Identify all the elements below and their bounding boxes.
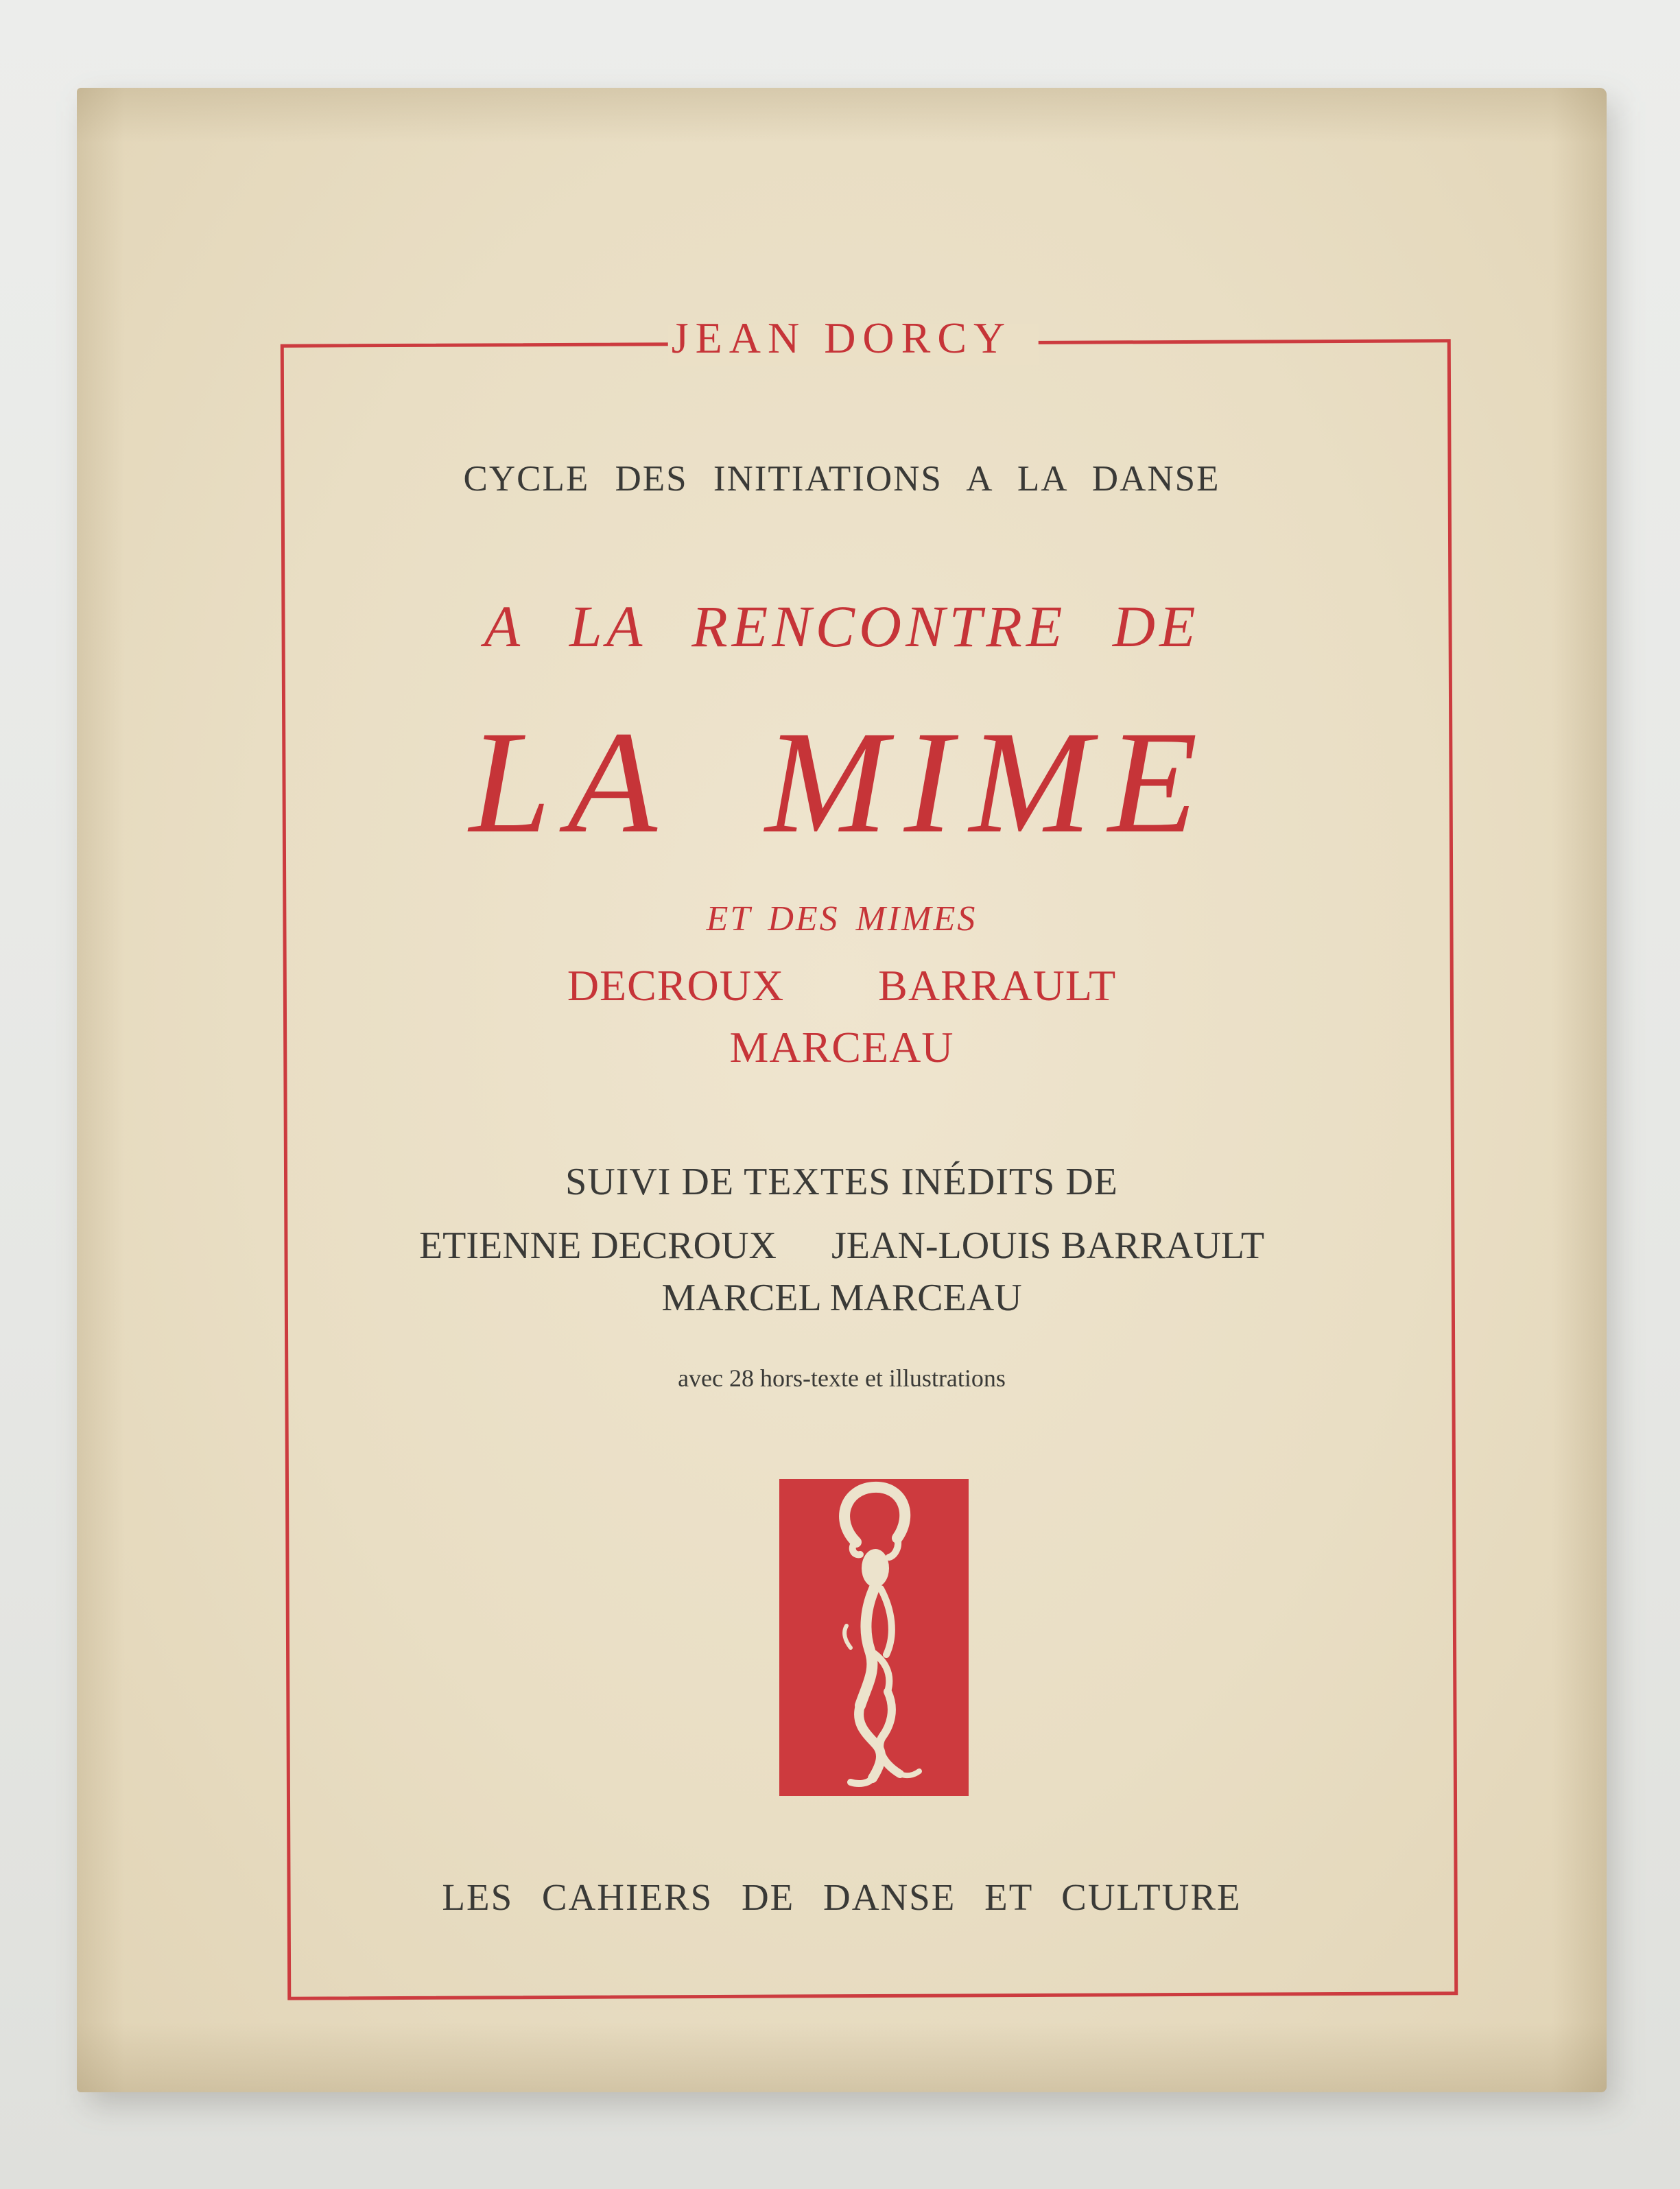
illustrations-note: avec 28 hors-texte et illustrations xyxy=(678,1364,1006,1392)
publisher-name: LES CAHIERS DE DANSE ET CULTURE xyxy=(442,1876,1242,1918)
main-title: LA MIME xyxy=(469,701,1214,864)
contributors-line-1 xyxy=(77,1224,1607,1268)
series-title: CYCLE DES INITIATIONS A LA DANSE xyxy=(463,459,1220,499)
contributors-line-2: MARCEL MARCEAU xyxy=(661,1277,1022,1319)
pretitle: A LA RENCONTRE DE xyxy=(484,593,1200,659)
followed-by-text: SUIVI DE TEXTES INÉDITS DE xyxy=(565,1161,1118,1203)
book-cover xyxy=(77,88,1607,2092)
contributor-barrault: JEAN-LOUIS BARRAULT xyxy=(831,1224,1265,1267)
contributor-decroux: ETIENNE DECROUX xyxy=(418,1224,777,1267)
mimes-names-line-1: DECROUX BARRAULT xyxy=(567,961,1117,1010)
author-name: JEAN DORCY xyxy=(671,313,1013,362)
mimes-names-line-2: MARCEAU xyxy=(729,1023,954,1072)
subtitle: ET DES MIMES xyxy=(706,899,978,938)
dancer-figure-icon xyxy=(779,1479,969,1796)
